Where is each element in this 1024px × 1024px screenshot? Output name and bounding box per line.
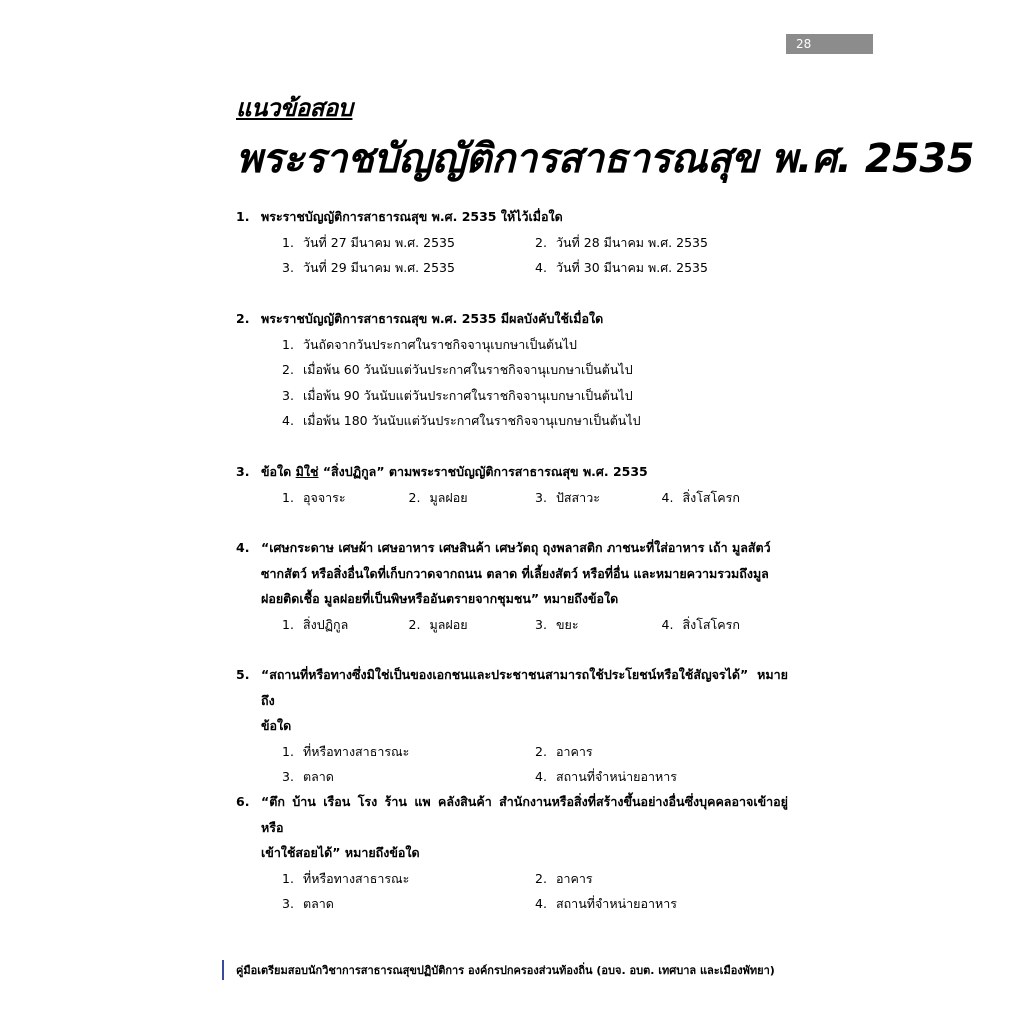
question-number: 5. <box>236 667 250 682</box>
footer-accent-bar <box>222 960 224 980</box>
answer-option: 2. อาคาร <box>535 870 593 886</box>
question-4 <box>236 535 788 637</box>
question-5 <box>236 662 788 790</box>
answer-option: 4. เมื่อพ้น 180 วันนับแต่วันประกาศในราชกิจจานุเบกษาเป็นต้นไป <box>282 413 641 428</box>
answer-option: 2. เมื่อพ้น 60 วันนับแต่วันประกาศในราชกิจจานุเบกษาเป็นต้นไป <box>282 362 633 377</box>
question-text: พระราชบัญญัติการสาธารณสุข พ.ศ. 2535 ให้ไว้เมื่อใด <box>261 209 563 224</box>
answer-option: 2. อาคาร <box>535 743 593 759</box>
emphasis-underline: มิใช่ <box>295 464 319 479</box>
question-text: “เศษกระดาษ เศษผ้า เศษอาหาร เศษสินค้า เศษวัตถุ ถุงพลาสติก ภาชนะที่ใส่อาหาร เถ้า มูลสัตว์ ซากสัตว์ หรือสิ่งอื่นใดที่เก็บกวาดจากถนน ตลาด ที่เลี้ยงสัตว์ หรือที่อื่น และหมายความรวมถึงมูล ฝอยติดเชื้อ มูลฝอยที่เป็นพิษหรืออันตรายจากชุมชน” หมายถึงข้อใด <box>261 540 771 606</box>
question-number: 2. <box>236 311 250 326</box>
answer-option: 4. สิ่งโสโครก <box>661 616 740 632</box>
answer-option: 1. วันถัดจากวันประกาศในราชกิจจานุเบกษาเป็นต้นไป <box>282 336 577 352</box>
answer-option: 4. สิ่งโสโครก <box>661 489 740 505</box>
answer-option: 4. วันที่ 30 มีนาคม พ.ศ. 2535 <box>535 260 708 275</box>
answer-option: 4. สถานที่จำหน่ายอาหาร <box>535 769 677 784</box>
answer-option: 1. อุจจาระ <box>282 489 346 505</box>
page-title: พระราชบัญญัติการสาธารณสุข พ.ศ. 2535 <box>236 136 975 182</box>
question-text: ข้อใด มิใช่ “สิ่งปฏิกูล” ตามพระราชบัญญัติการสาธารณสุข พ.ศ. 2535 <box>261 464 648 479</box>
answer-option: 4. สถานที่จำหน่ายอาหาร <box>535 896 677 911</box>
answer-option: 1. สิ่งปฏิกูล <box>282 616 349 632</box>
question-1 <box>236 204 788 281</box>
question-6 <box>236 789 788 917</box>
page-subtitle: แนวข้อสอบ <box>236 94 353 122</box>
question-text: “สถานที่หรือทางซึ่งมิใช่เป็นของเอกชนและประชาชนสามารถใช้ประโยชน์หรือใช้สัญจรได้” หมายถึง ข้อใด <box>261 667 788 733</box>
question-number: 4. <box>236 540 250 555</box>
answer-option: 3. ตลาด <box>282 769 334 784</box>
question-text: “ตึก บ้าน เรือน โรง ร้าน แพ คลังสินค้า สำนักงานหรือสิ่งที่สร้างขึ้นอย่างอื่นซึ่งบุคคลอาจเข้าอยู่หรือ เข้าใช้สอยได้” หมายถึงข้อใด <box>261 794 788 860</box>
question-number: 6. <box>236 794 250 809</box>
answer-option: 3. ขยะ <box>535 616 579 632</box>
question-number: 1. <box>236 209 250 224</box>
question-3 <box>236 459 788 510</box>
page-number: 28 <box>786 34 873 54</box>
question-text: พระราชบัญญัติการสาธารณสุข พ.ศ. 2535 มีผลบังคับใช้เมื่อใด <box>261 311 604 326</box>
answer-option: 2. มูลฝอย <box>408 489 468 505</box>
answer-option: 1. ที่หรือทางสาธารณะ <box>282 743 410 759</box>
question-2 <box>236 306 788 434</box>
page-footer: คู่มือเตรียมสอบนักวิชาการสาธารณสุขปฏิบัติการ องค์กรปกครองส่วนท้องถิ่น (อบจ. อบต. เทศบาล และเมืองพัทยา) <box>236 964 775 977</box>
answer-option: 3. วันที่ 29 มีนาคม พ.ศ. 2535 <box>282 260 455 275</box>
answer-option: 3. ปัสสาวะ <box>535 489 600 505</box>
answer-option: 1. วันที่ 27 มีนาคม พ.ศ. 2535 <box>282 234 455 250</box>
answer-option: 1. ที่หรือทางสาธารณะ <box>282 870 410 886</box>
answer-option: 3. ตลาด <box>282 896 334 911</box>
answer-option: 2. วันที่ 28 มีนาคม พ.ศ. 2535 <box>535 234 708 250</box>
answer-option: 3. เมื่อพ้น 90 วันนับแต่วันประกาศในราชกิจจานุเบกษาเป็นต้นไป <box>282 387 633 403</box>
answer-option: 2. มูลฝอย <box>408 616 468 632</box>
question-number: 3. <box>236 464 250 479</box>
